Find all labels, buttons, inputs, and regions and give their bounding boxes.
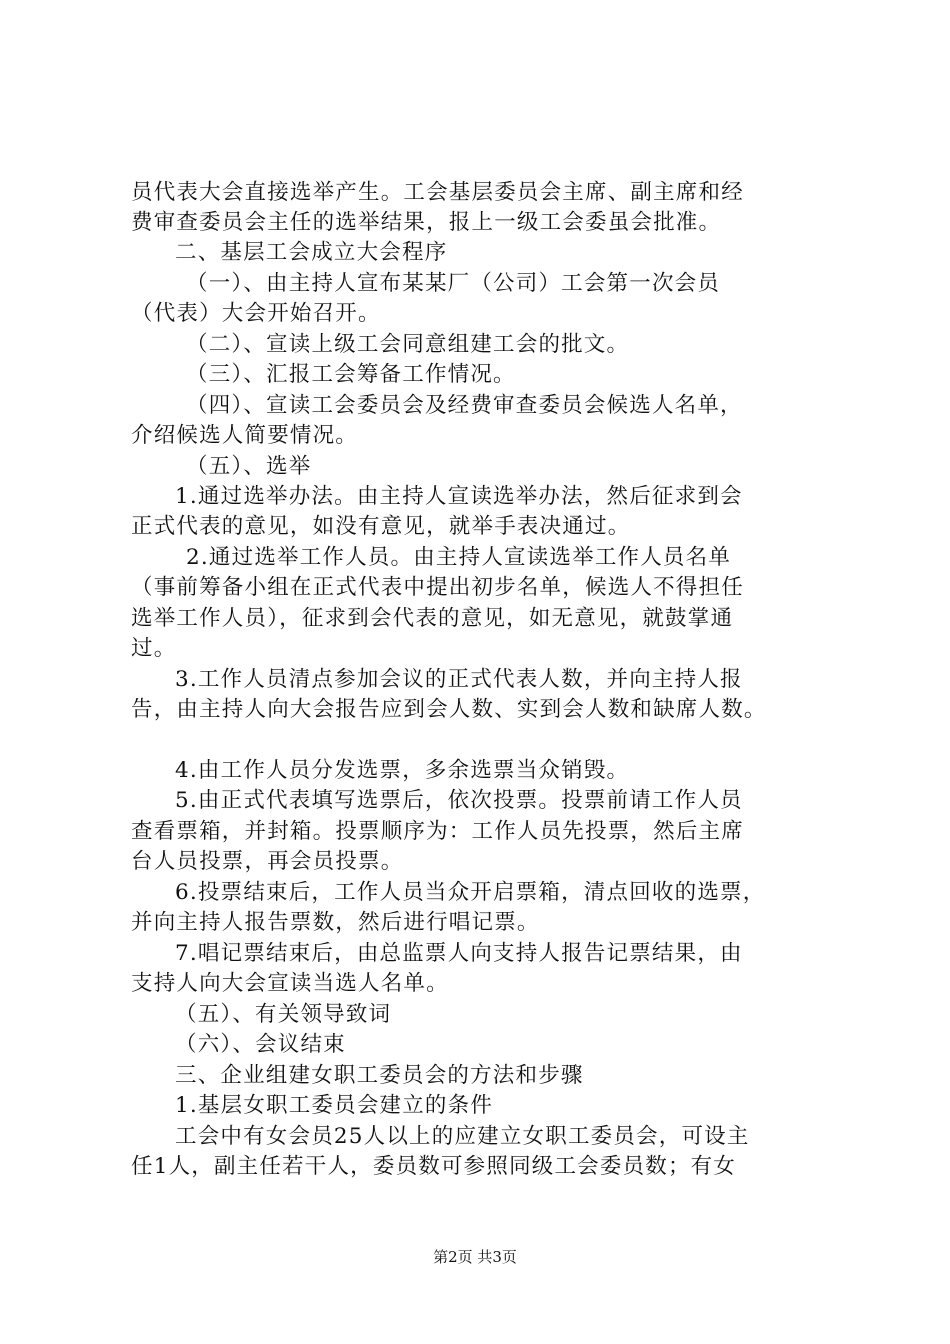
section-heading: 三、企业组建女职工委员会的方法和步骤 (175, 1063, 584, 1088)
text-line: （五）、有关领导致词 (175, 1002, 392, 1027)
text-line: 告，由主持人向大会报告应到会人数、实到会人数和缺席人数。 (131, 697, 767, 722)
section-heading: 二、基层工会成立大会程序 (175, 240, 448, 265)
text-line: 3.工作人员清点参加会议的正式代表人数，并向主持人报 (175, 667, 743, 692)
text-line: 4.由工作人员分发选票，多余选票当众销毁。 (175, 758, 630, 783)
text-line: （事前筹备小组在正式代表中提出初步名单，候选人不得担任 (131, 575, 744, 600)
text-line: 6.投票结束后，工作人员当众开启票箱，清点回收的选票， (175, 880, 766, 905)
text-line: （四）、宣读工会委员会及经费审查委员会候选人名单， (186, 393, 743, 418)
text-line: （二）、宣读上级工会同意组建工会的批文。 (186, 332, 630, 357)
text-line: 费审查委员会主任的选举结果，报上一级工会委虽会批准。 (131, 210, 722, 235)
text-line: 工会中有女会员25人以上的应建立女职工委员会，可设主 (175, 1124, 750, 1149)
page-number: 第2页 共3页 (433, 1248, 517, 1266)
text-line: 过。 (131, 636, 177, 661)
text-line: 1.通过选举办法。由主持人宣读选举办法，然后征求到会 (175, 484, 743, 509)
text-line: 任1人，副主任若干人，委员数可参照同级工会委员数；有女 (131, 1154, 737, 1179)
text-line: 员代表大会直接选举产生。工会基层委员会主席、副主席和经 (131, 180, 744, 205)
text-line: 1.基层女职工委员会建立的条件 (175, 1093, 494, 1118)
text-line: 查看票箱，并封箱。投票顺序为：工作人员先投票，然后主席 (131, 819, 744, 844)
text-line: 并向主持人报告票数，然后进行唱记票。 (131, 910, 540, 935)
text-line: 介绍候选人简要情况。 (131, 423, 359, 448)
text-line: 7.唱记票结束后，由总监票人向支持人报告记票结果，由 (175, 941, 743, 966)
text-line: （六）、会议结束 (175, 1032, 346, 1057)
text-line: 5.由正式代表填写选票后，依次投票。投票前请工作人员 (175, 788, 743, 813)
text-line: （代表）大会开始召开。 (131, 301, 381, 326)
text-line: （五）、选举 (186, 454, 312, 479)
text-line: 选举工作人员），征求到会代表的意见，如无意见，就鼓掌通 (131, 606, 734, 631)
text-line: 2.通过选举工作人员。由主持人宣读选举工作人员名单 (186, 545, 732, 570)
text-line: 正式代表的意见，如没有意见，就举手表决通过。 (131, 514, 631, 539)
text-line: （三）、汇报工会筹备工作情况。 (186, 362, 516, 387)
text-line: （一）、由主持人宣布某某厂（公司）工会第一次会员 (186, 271, 721, 296)
text-line: 支持人向大会宣读当选人名单。 (131, 971, 449, 996)
text-line: 台人员投票，再会员投票。 (131, 849, 404, 874)
